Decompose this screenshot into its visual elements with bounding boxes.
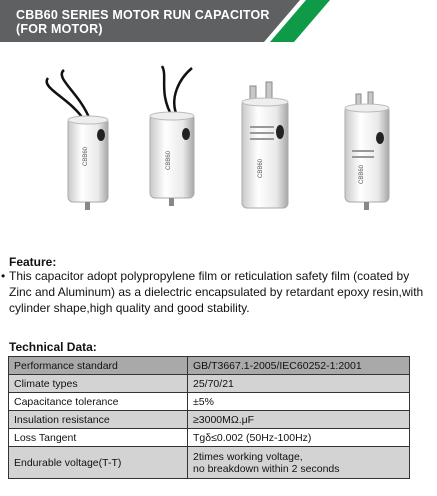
page-title: CBB60 SERIES MOTOR RUN CAPACITOR bbox=[16, 8, 270, 22]
feature-description: This capacitor adopt polypropylene film or reticulation safety film (coated by Zinc and Aluminum) as a dielectric encapsulated by retardant epoxy resin,with cylinder shape,high quality and good stability. bbox=[9, 269, 424, 316]
capacitor-4 bbox=[345, 92, 389, 210]
spec-label: Insulation resistance bbox=[9, 411, 188, 429]
feature-bullet: • bbox=[1, 269, 6, 283]
spec-label: Endurable voltage(T-T) bbox=[9, 447, 188, 479]
spec-value: GB/T3667.1-2005/IEC60252-1:2001 bbox=[188, 357, 410, 375]
capacitor-4-label: CBB60 bbox=[359, 164, 365, 184]
table-row bbox=[9, 447, 410, 479]
technical-table bbox=[8, 356, 410, 479]
technical-heading: Technical Data: bbox=[9, 340, 97, 354]
spec-value: Tgδ≤0.002 (50Hz-100Hz) bbox=[188, 429, 410, 447]
table-row bbox=[9, 393, 410, 411]
capacitor-2 bbox=[150, 66, 194, 206]
spec-value: 25/70/21 bbox=[188, 375, 410, 393]
spec-value: ±5% bbox=[188, 393, 410, 411]
spec-label: Loss Tangent bbox=[9, 429, 188, 447]
spec-label: Climate types bbox=[9, 375, 188, 393]
table-row bbox=[9, 429, 410, 447]
spec-label: Performance standard bbox=[9, 357, 188, 375]
capacitor-2-label: CBB60 bbox=[166, 150, 172, 170]
capacitor-1-label: CBB60 bbox=[83, 146, 89, 166]
spec-label: Capacitance tolerance bbox=[9, 393, 188, 411]
spec-value: ≥3000MΩ.μF bbox=[188, 411, 410, 429]
table-row bbox=[9, 375, 410, 393]
capacitor-3-label: CBB60 bbox=[258, 158, 264, 178]
capacitor-1 bbox=[47, 70, 108, 210]
product-photo bbox=[30, 58, 420, 216]
table-row bbox=[9, 357, 410, 375]
header-banner bbox=[0, 0, 437, 42]
table-row bbox=[9, 411, 410, 429]
spec-value: 2times working voltage, no breakdown within 2 seconds bbox=[188, 447, 410, 479]
feature-heading: Feature: bbox=[9, 255, 57, 269]
capacitor-3 bbox=[242, 82, 288, 208]
page-subtitle: (FOR MOTOR) bbox=[16, 22, 103, 36]
